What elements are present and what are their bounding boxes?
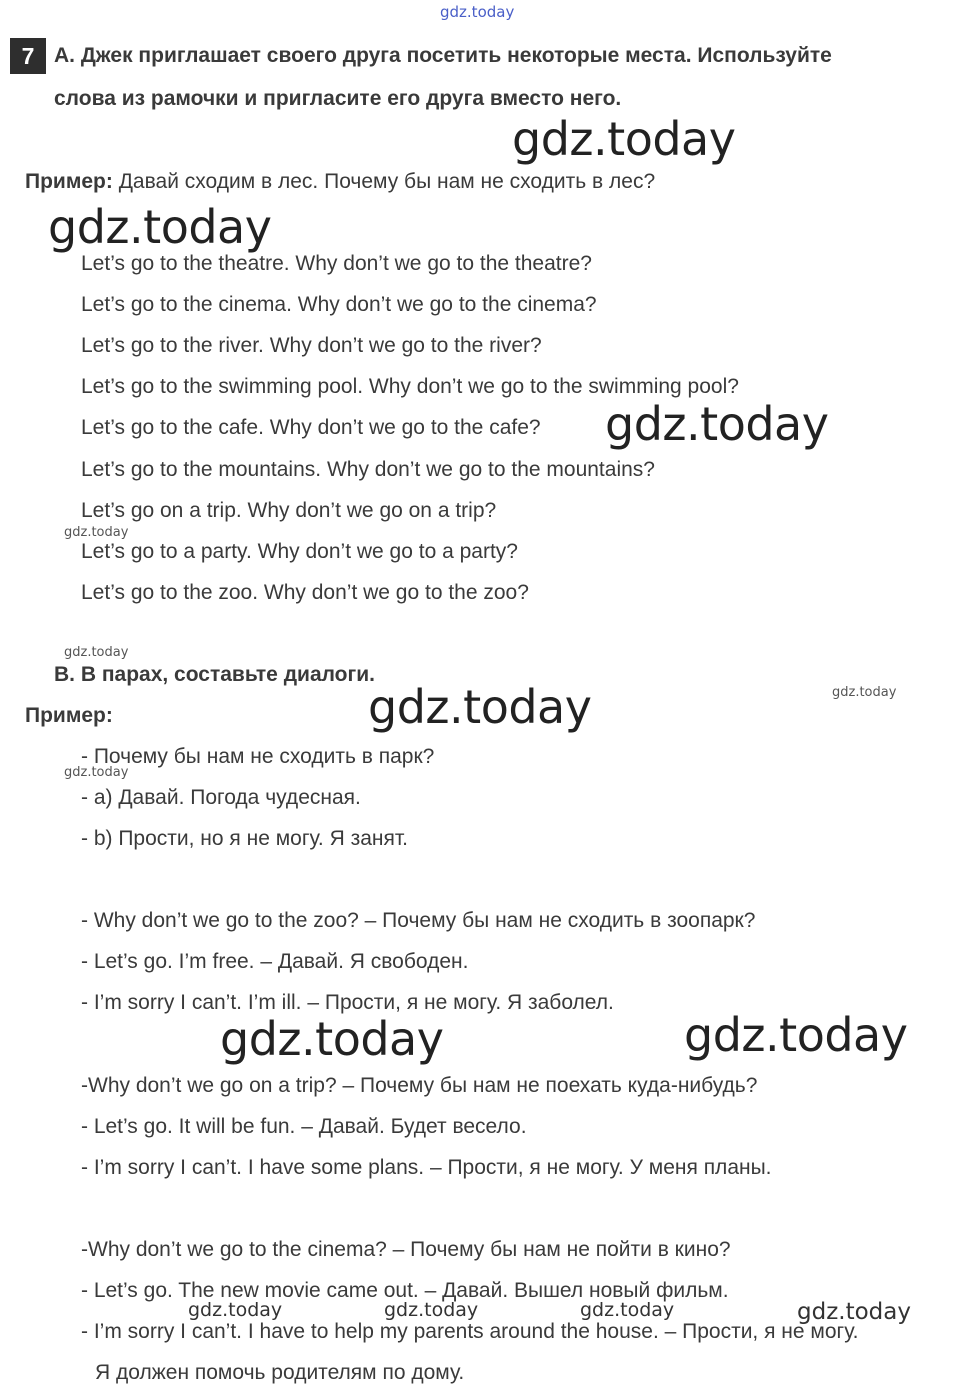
part-b-example-label: Пример: <box>25 704 113 727</box>
answer-line: Let’s go to the zoo. Why don’t we go to the zoo? <box>81 581 529 604</box>
part-a-title-line2: слова из рамочки и пригласите его друга вместо него. <box>54 87 622 110</box>
answer-line: Let’s go to the river. Why don’t we go to the river? <box>81 334 542 357</box>
watermark-small: gdz.today <box>64 765 129 780</box>
dialog-line: - I’m sorry I can’t. I’m ill. – Прости, я не могу. Я заболел. <box>81 991 614 1014</box>
dialog-line: -Why don’t we go to the cinema? – Почему бы нам не пойти в кино? <box>81 1238 731 1261</box>
watermark-medium: gdz.today <box>797 1299 911 1325</box>
answer-line: Let’s go to a party. Why don’t we go to a party? <box>81 540 518 563</box>
dialog-line: - Let’s go. The new movie came out. – Давай. Вышел новый фильм. <box>81 1279 729 1302</box>
answer-line: Let’s go to the cinema. Why don’t we go to the cinema? <box>81 293 597 316</box>
dialog-line: Я должен помочь родителям по дому. <box>95 1361 465 1384</box>
part-a-example <box>25 170 655 194</box>
watermark-top: gdz.today <box>440 3 515 21</box>
watermark-large: gdz.today <box>220 1012 444 1066</box>
answer-line: Let’s go to the theatre. Why don’t we go to the theatre? <box>81 252 592 275</box>
dialog-line: - Let’s go. I’m free. – Давай. Я свободен. <box>81 950 469 973</box>
watermark-large: gdz.today <box>605 397 829 451</box>
watermark-small: gdz.today <box>64 525 129 540</box>
dialog-line: - I’m sorry I can’t. I have some plans. – Прости, я не могу. У меня планы. <box>81 1156 772 1179</box>
answer-line: Let’s go to the cafe. Why don’t we go to the cafe? <box>81 416 541 439</box>
answer-line: Let’s go to the mountains. Why don’t we go to the mountains? <box>81 458 655 481</box>
part-b-title: B. В парах, составьте диалоги. <box>54 663 375 686</box>
watermark-large: gdz.today <box>48 200 272 254</box>
dialog-line: -Why don’t we go on a trip? – Почему бы нам не поехать куда-нибудь? <box>81 1074 758 1097</box>
part-a-example-label: Пример: <box>25 170 113 193</box>
example-line: - a) Давай. Погода чудесная. <box>81 786 361 809</box>
dialog-line: - Why don’t we go to the zoo? – Почему бы нам не сходить в зоопарк? <box>81 909 756 932</box>
dialog-line: - I’m sorry I can’t. I have to help my parents around the house. – Прости, я не могу. <box>81 1320 859 1343</box>
watermark-large: gdz.today <box>684 1008 908 1062</box>
watermark-medium: gdz.today <box>580 1299 675 1321</box>
watermark-large: gdz.today <box>368 680 592 734</box>
example-line: - Почему бы нам не сходить в парк? <box>81 745 435 768</box>
answer-line: Let’s go to the swimming pool. Why don’t we go to the swimming pool? <box>81 375 739 398</box>
example-line: - b) Прости, но я не могу. Я занят. <box>81 827 408 850</box>
watermark-small: gdz.today <box>64 645 129 660</box>
part-a-title-line1: A. Джек приглашает своего друга посетить некоторые места. Используйте <box>54 44 832 67</box>
dialog-line: - Let’s go. It will be fun. – Давай. Будет весело. <box>81 1115 527 1138</box>
watermark-medium: gdz.today <box>384 1299 479 1321</box>
watermark-large: gdz.today <box>512 112 736 166</box>
watermark-small: gdz.today <box>832 685 897 700</box>
watermark-medium: gdz.today <box>188 1299 283 1321</box>
exercise-number-badge: 7 <box>10 38 46 74</box>
part-a-example-text: Давай сходим в лес. Почему бы нам не сходить в лес? <box>112 170 656 193</box>
answer-line: Let’s go on a trip. Why don’t we go on a trip? <box>81 499 497 522</box>
